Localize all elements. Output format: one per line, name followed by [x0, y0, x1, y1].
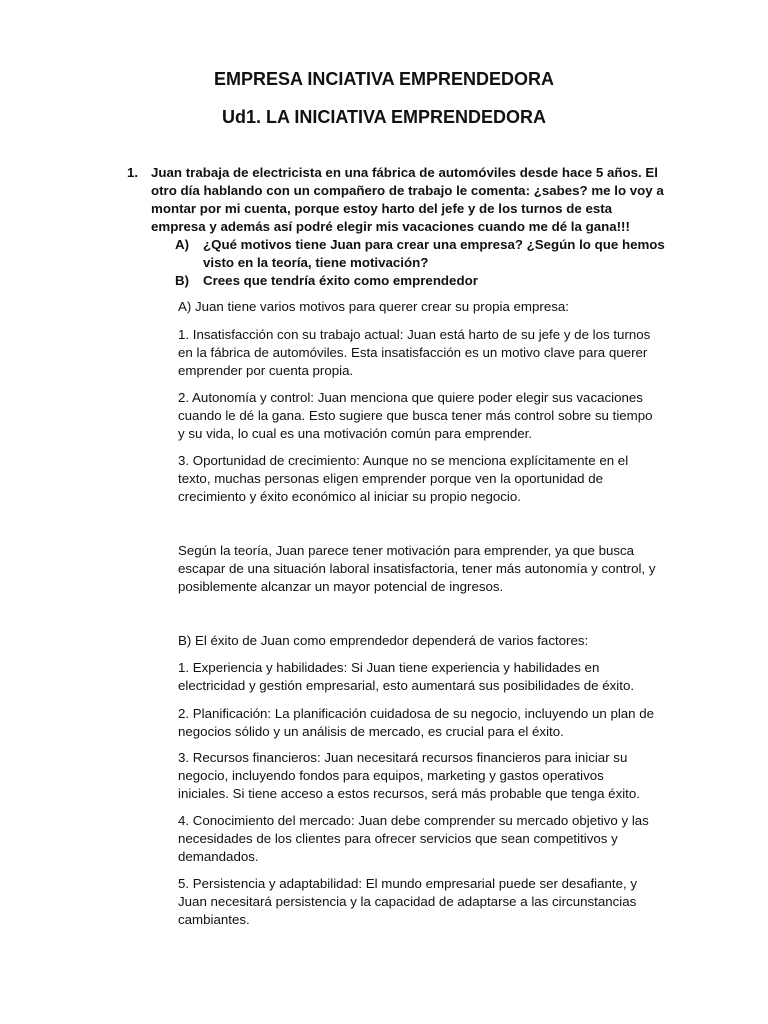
document-subtitle: Ud1. LA INICIATIVA EMPRENDEDORA — [221, 107, 546, 127]
question-number: 1. — [127, 165, 139, 180]
answer-b-point-3: 3. Recursos financieros: Juan necesitará recursos financieros para iniciar su negocio, incluyendo fondos para equipos, marketing y gastos operativos iniciales. Si tiene acceso a estos recursos, será más probable que tenga éxito. — [178, 750, 640, 801]
question-block — [127, 164, 667, 290]
answer-a-point-1: 1. Insatisfacción con su trabajo actual: Juan está harto de su jefe y de los turnos en la fábrica de automóviles. Esta insatisfacción es un motivo clave para querer emprender por cuenta propia. — [178, 327, 651, 378]
question-text: Juan trabaja de electricista en una fábrica de automóviles desde hace 5 años. El otro día hablando con un compañero de trabajo le comenta: ¿sabes? me lo voy a montar por mi cuenta, porque estoy harto del jefe y de los turnos de esta empresa y además así podré elegir mis vacaciones cuando me dé la gana!!! — [151, 165, 664, 234]
sub-question-b — [175, 272, 667, 290]
answer-b-point-1: 1. Experiencia y habilidades: Si Juan tiene experiencia y habilidades en electricidad y gestión empresarial, esto aumentará sus posibilidades de éxito. — [178, 660, 635, 693]
answer-a-intro: A) Juan tiene varios motivos para querer crear su propia empresa: — [178, 299, 569, 314]
sub-question-b-letter: B) — [175, 273, 190, 288]
sub-question-b-text: Crees que tendría éxito como emprendedor — [203, 273, 478, 288]
answer-b-intro: B) El éxito de Juan como emprendedor dependerá de varios factores: — [178, 633, 589, 648]
document-title: EMPRESA INCIATIVA EMPRENDEDORA — [213, 69, 555, 89]
sub-question-a-letter: A) — [175, 237, 190, 252]
answer-a-point-2: 2. Autonomía y control: Juan menciona que quiere poder elegir sus vacaciones cuando le dé la gana. Esto sugiere que busca tener más control sobre su tiempo y su vida, lo cual es una motivación común para emprender. — [178, 390, 653, 441]
answer-b-point-4: 4. Conocimiento del mercado: Juan debe comprender su mercado objetivo y las necesidades de los clientes para ofrecer servicios que sean competitivos y demandados. — [178, 813, 649, 864]
sub-question-a-text: ¿Qué motivos tiene Juan para crear una empresa? ¿Según lo que hemos visto en la teoría, tiene motivación? — [203, 237, 665, 270]
answer-b-point-2: 2. Planificación: La planificación cuidadosa de su negocio, incluyendo un plan de negocios sólido y un análisis de mercado, es crucial para el éxito. — [178, 706, 655, 739]
sub-question-a — [175, 236, 667, 272]
answer-b-point-5: 5. Persistencia y adaptabilidad: El mundo empresarial puede ser desafiante, y Juan necesitará persistencia y la capacidad de adaptarse a las circunstancias cambiantes. — [178, 876, 638, 927]
answer-a-conclusion: Según la teoría, Juan parece tener motivación para emprender, ya que busca escapar de una situación laboral insatisfactoria, tener más autonomía y control, y posiblemente alcanzar un mayor potencial de ingresos. — [178, 543, 656, 594]
answer-a-point-3: 3. Oportunidad de crecimiento: Aunque no se menciona explícitamente en el texto, muchas personas eligen emprender porque ven la oportunidad de crecimiento y éxito económico al iniciar su propio negocio. — [178, 453, 629, 504]
